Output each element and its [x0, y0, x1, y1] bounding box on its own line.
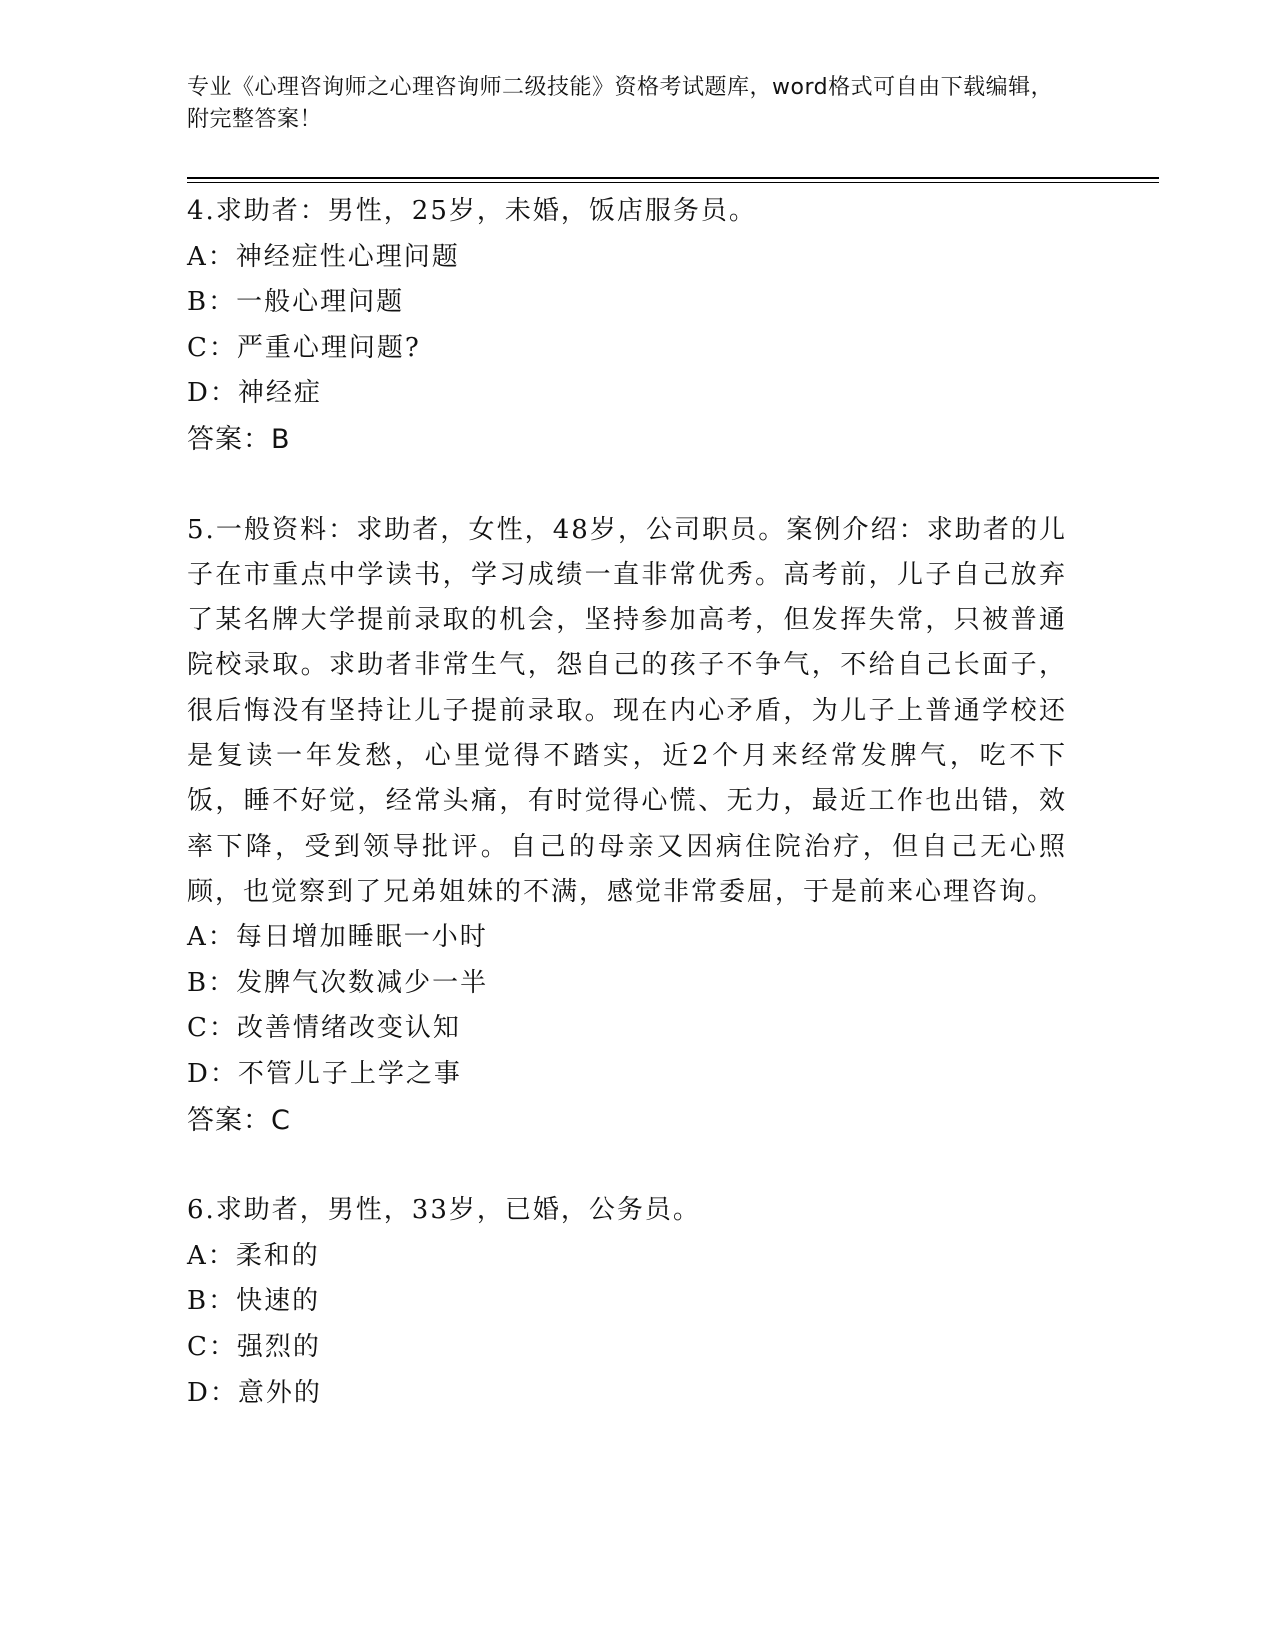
- question-stem: 6.求助者，男性，33岁，已婚，公务员。: [187, 1195, 701, 1226]
- option-d: D：意外的: [187, 1377, 322, 1408]
- question-stem: 5.一般资料：求助者，女性，48岁，公司职员。案例介绍：求助者的儿子在市重点中学读书，学习成绩一直非常优秀。高考前，儿子自己放弃了某名牌大学提前录取的机会，坚持参加高考，但发挥失常，只被普通院校录取。求助者非常生气，怨自己的孩子不争气，不给自己长面子，很后悔没有坚持让儿子提前录取。现在内心矛盾，为儿子上普通学校还是复读一年发愁，心里觉得不踏实，近2个月来经常发脾气，吃不下饭，睡不好觉，经常头痛，有时觉得心慌、无力，最近工作也出错，效率下降，受到领导批评。自己的母亲又因病住院治疗，但自己无心照顾，也觉察到了兄弟姐妹的不满，感觉非常委屈，于是前来心理咨询。: [187, 514, 1067, 907]
- option-b: B：发脾气次数减少一半: [187, 967, 489, 998]
- question-6: [187, 1188, 1067, 1416]
- answer-label: 答案：B: [187, 423, 291, 455]
- option-a: A：每日增加睡眠一小时: [187, 922, 488, 953]
- question-5: [187, 508, 1067, 1144]
- option-c: C：强烈的: [187, 1331, 321, 1362]
- option-b: B：一般心理问题: [187, 287, 405, 318]
- header-divider-bottom: [187, 182, 1159, 183]
- option-c: C：改善情绪改变认知: [187, 1013, 461, 1044]
- option-a: A：柔和的: [187, 1240, 320, 1271]
- option-d: D：不管儿子上学之事: [187, 1059, 462, 1090]
- spacer: [187, 463, 1067, 508]
- header-divider-top: [187, 177, 1159, 179]
- option-b: B：快速的: [187, 1286, 321, 1317]
- answer-label: 答案：C: [187, 1104, 291, 1136]
- option-a: A：神经症性心理问题: [187, 241, 460, 272]
- option-d: D：神经症: [187, 378, 322, 409]
- document-header: 专业《心理咨询师之心理咨询师二级技能》资格考试题库，word格式可自由下载编辑，附完整答案！: [187, 75, 1054, 132]
- spacer: [187, 1143, 1067, 1188]
- question-stem: 4.求助者：男性，25岁，未婚，饭店服务员。: [187, 196, 757, 226]
- question-list: [187, 189, 1067, 1416]
- question-4: [187, 189, 1067, 463]
- option-c: C：严重心理问题?: [187, 332, 421, 363]
